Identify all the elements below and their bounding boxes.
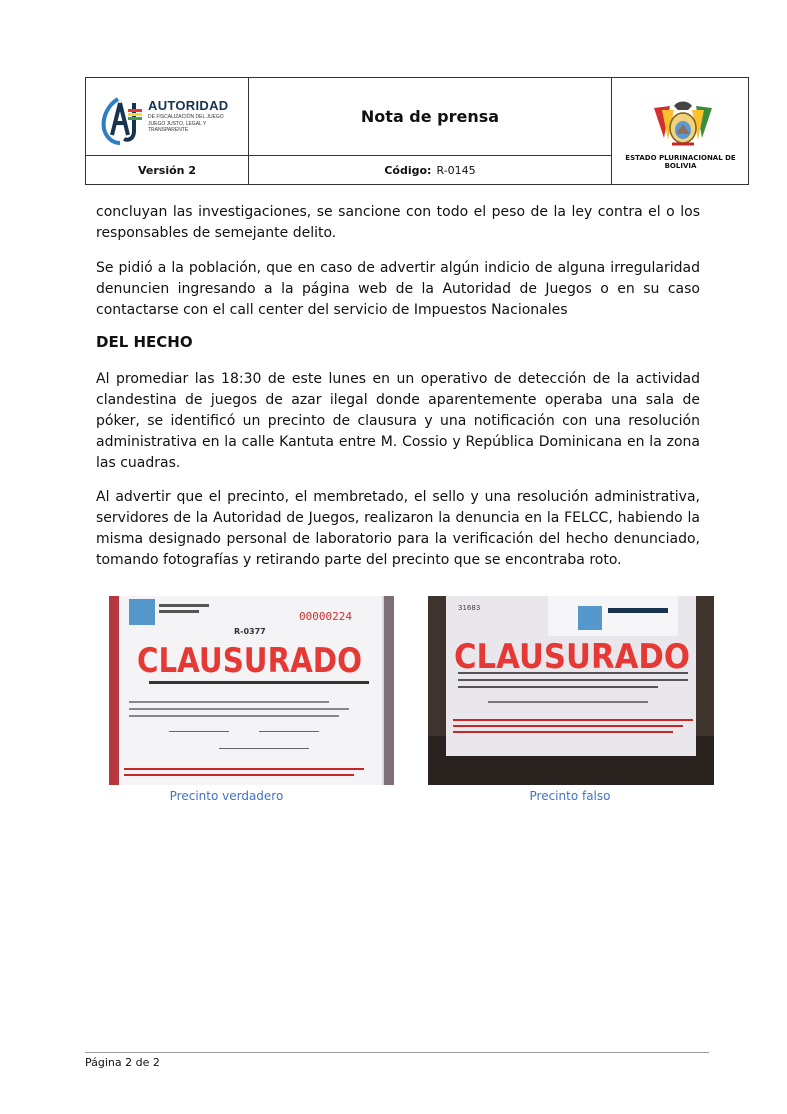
- header-title-cell: [249, 78, 612, 156]
- real-seal-code: R-0377: [234, 627, 266, 636]
- fake-seal-image: [428, 596, 714, 785]
- header-code-cell: [249, 156, 612, 185]
- logo-word: AUTORIDAD: [148, 98, 229, 113]
- header-seal-cell: [612, 78, 749, 185]
- photo-fake-caption: Precinto falso: [529, 789, 611, 803]
- paragraph-3: Al promediar las 18:30 de este lunes en un operativo de detección de la actividad clandestina de juegos de azar ilegal donde aparentemente operaba una sala de póker, se identificó un precinto de clausura y una notificación con una resolución administrativa en la calle Kantuta entre M. Cossio y República Dominicana en la zona las cuadras.: [96, 371, 700, 471]
- paragraph-1: concluyan las investigaciones, se sancione con todo el peso de la ley contra el o los responsables de semejante delito.: [96, 204, 700, 241]
- real-seal-image: [109, 596, 394, 785]
- page-number: Página 2 de 2: [85, 1056, 160, 1069]
- code-label: Código:: [384, 164, 432, 177]
- code-value: R-0145: [436, 164, 476, 177]
- header-version-cell: [86, 156, 249, 185]
- document-title: Nota de prensa: [360, 107, 500, 126]
- real-seal-word: CLAUSURADO: [137, 641, 362, 681]
- document-header: [85, 77, 749, 185]
- bolivia-coat-of-arms-icon: [650, 98, 716, 150]
- section-heading: DEL HECHO: [96, 333, 193, 351]
- footer-divider: [85, 1052, 709, 1053]
- real-seal-serial: 00000224: [299, 610, 352, 623]
- aj-logo: [98, 95, 243, 145]
- logo-subtitle-2: JUEGO JUSTO, LEGAL Y TRANSPARENTE: [148, 121, 207, 133]
- paragraph-2: Se pidió a la población, que en caso de advertir algún indicio de alguna irregularidad denuncien ingresando a la página web de la Autoridad de Juegos o en su caso contactarse con el call center del servicio de Impuestos Nacionales: [96, 260, 700, 318]
- version-label: Versión 2: [138, 164, 196, 177]
- seal-caption: ESTADO PLURINACIONAL DE BOLIVIA: [625, 154, 736, 170]
- paragraph-4: Al advertir que el precinto, el membretado, el sello y una resolución administrativa, servidores de la Autoridad de Juegos, realizaron la denuncia en la FELCC, habiendo la misma designado personal de laboratorio para la verificación del hecho denunciado, tomando fotografías y retirando parte del precinto que se encontraba roto.: [96, 489, 700, 568]
- photo-real-seal: [109, 596, 394, 785]
- fake-seal-word: CLAUSURADO: [454, 637, 690, 677]
- logo-subtitle-1: DE FISCALIZACIÓN DEL JUEGO: [148, 114, 224, 120]
- fake-seal-serial: 31683: [458, 604, 481, 612]
- header-logo-cell: [86, 78, 249, 156]
- photo-fake-seal: [428, 596, 714, 785]
- photo-real-caption: Precinto verdadero: [169, 789, 284, 803]
- aj-logo-mark-icon: [98, 95, 146, 145]
